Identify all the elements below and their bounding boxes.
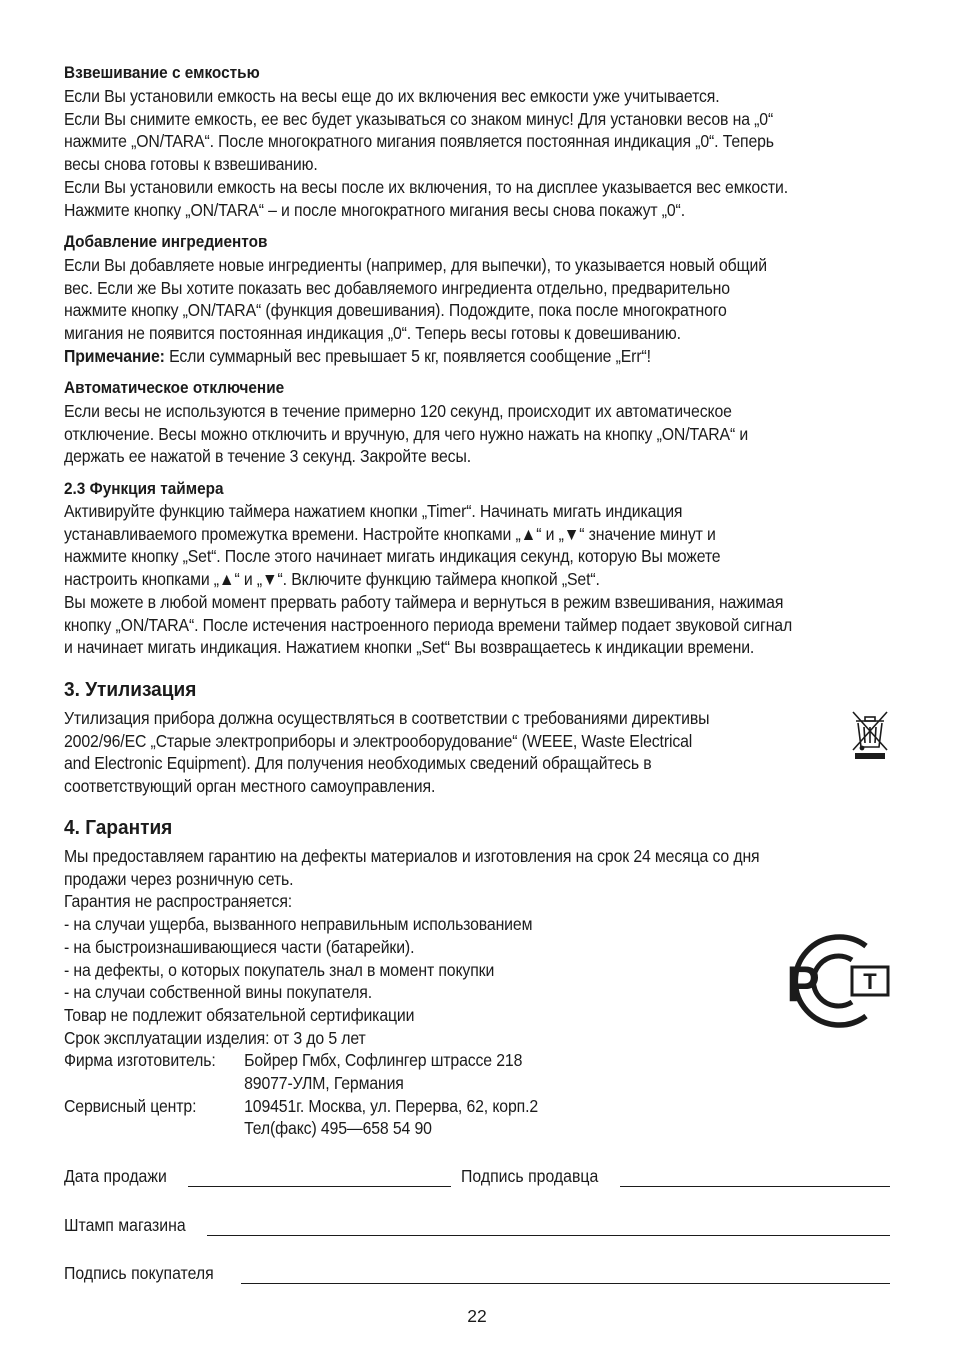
sale-date-label: Дата продажи [64,1166,167,1186]
cert-mark-letter-t: Т [863,969,877,994]
text-line: нажмите „ON/TARA“. После многократного мигания появляется постоянная индикация „0“. Теперь [64,131,774,152]
text-line: Активируйте функцию таймера нажатием кнопки „Timer“. Начинать мигать индикация [64,501,683,521]
service-row [64,1095,760,1118]
sale-date-line [188,1186,451,1187]
text-line: Если Вы снимите емкость, ее вес будет указываться со знаком минус! Для установки весов на „0“ [64,108,774,129]
heading-weighing-container: Взвешивание с емкостью [64,64,260,82]
text-line: отключение. Весы можно отключить и вручную, для чего нужно нажать на кнопку „ON/TARA“ и [64,423,749,444]
buyer-signature-line [241,1283,890,1284]
text-line: настроить кнопками „▲“ и „▼“. Включите функцию таймера кнопкой „Set“. [64,569,600,590]
shop-stamp-label: Штамп магазина [64,1215,186,1235]
heading-auto-off: Автоматическое отключение [64,379,285,397]
service-row-2 [64,1117,760,1140]
text-line: нажмите кнопку „Set“. После этого начинает мигать индикация секунд, которую Вы можете [64,546,721,567]
text-line: Гарантия не распространяется: [64,891,293,912]
sale-signature-row [64,1165,890,1189]
heading-timer: 2.3 Функция таймера [64,480,224,498]
cert-mark-letter-p: Р [786,956,820,1012]
text-line: - на случаи ущерба, вызванного неправильным использованием [64,914,533,935]
heading-disposal: 3. Утилизация [64,678,197,701]
heading-warranty: 4. Гарантия [64,816,173,839]
shop-stamp-line [207,1235,890,1236]
text-line: Если Вы добавляете новые ингредиенты (например, для выпечки), то указывается новый общий [64,255,767,275]
text-line: Мы предоставляем гарантию на дефекты материалов и изготовления на срок 24 месяца со дня [64,846,760,866]
note-text: Если суммарный вес превышает 5 кг, появляется сообщение „Err“! [164,345,651,366]
shop-stamp-row [64,1214,890,1238]
text-line: Срок эксплуатации изделия: от 3 до 5 лет [64,1027,366,1048]
page-number: 22 [467,1306,487,1326]
crossed-out-wheelie-bin-icon [850,708,890,760]
adding-ingredients-text [64,254,767,368]
text-line: мигания не появится постоянная индикация „0“. Теперь весы готовы к довешиванию. [64,323,681,344]
text-line: Нажмите кнопку „ON/TARA“ – и после многократного мигания весы снова покажут „0“. [64,199,685,220]
text-line: Вы можете в любой момент прервать работу таймера и вернуться в режим взвешивания, нажимая [64,591,784,612]
text-line: кнопку „ON/TARA“. После истечения настроенного периода времени таймер подает звуковой сигнал [64,614,793,635]
warranty-text [64,845,760,1140]
buyer-signature-label: Подпись покупателя [64,1263,214,1283]
manufacturer-label: Фирма изготовитель: [64,1050,216,1071]
text-line: продажи через розничную сеть. [64,868,294,889]
text-line: - на случаи собственной вины покупателя. [64,982,372,1003]
manufacturer-row-2 [64,1072,760,1095]
text-line: - на дефекты, о которых покупатель знал в момент покупки [64,959,495,980]
text-line: and Electronic Equipment). Для получения необходимых сведений обращайтесь в [64,753,652,774]
text-line: устанавливаемого промежутка времени. Настройте кнопками „▲“ и „▼“ значение минут и [64,523,716,544]
auto-off-text [64,400,748,468]
seller-signature-label: Подпись продавца [461,1166,599,1186]
text-line: - на быстроизнашивающиеся части (батарейки). [64,936,415,957]
seller-signature-line [620,1186,890,1187]
timer-text [64,500,792,659]
text-line: Утилизация прибора должна осуществляться в соответствии с требованиями директивы [64,708,710,728]
text-line: весы снова готовы к взвешиванию. [64,154,318,175]
text-line: Товар не подлежит обязательной сертификации [64,1004,415,1025]
manufacturer-row [64,1049,760,1072]
rst-certification-mark-icon [768,934,892,1028]
buyer-signature-row [64,1262,890,1286]
text-line: нажмите кнопку „ON/TARA“ (функция довешивания). Подождите, пока после многократного [64,300,727,321]
manufacturer-value: Бойрер Гмбх, Софлингер штрассе 218 [244,1050,523,1071]
text-line: Если Вы установили емкость на весы после их включения, то на дисплее указывается вес емкости. [64,176,788,197]
text-line: соответствующий орган местного самоуправления. [64,776,436,797]
service-phone: Тел(факс) 495—658 54 90 [244,1118,432,1139]
note-label: Примечание: [64,345,165,366]
text-line: вес. Если же Вы хотите показать вес добавляемого ингредиента отдельно, предварительно [64,277,730,298]
manufacturer-address: 89077-УЛМ, Германия [244,1073,404,1094]
note-line [64,345,767,368]
disposal-text [64,707,709,798]
text-line: и начинает мигать индикация. Нажатием кнопки „Set“ Вы возвращаетесь к индикации времени. [64,637,755,658]
text-line: Если весы не используются в течение примерно 120 секунд, происходит их автоматическое [64,401,732,421]
text-line: Если Вы установили емкость на весы еще до их включения вес емкости уже учитывается. [64,86,720,106]
weighing-container-text [64,85,788,221]
service-label: Сервисный центр: [64,1095,197,1116]
service-address: 109451г. Москва, ул. Перерва, 62, корп.2 [244,1095,539,1116]
text-line: 2002/96/EC „Старые электроприборы и электрооборудование“ (WEEE, Waste Electrical [64,730,693,751]
heading-adding-ingredients: Добавление ингредиентов [64,233,268,251]
text-line: держать ее нажатой в течение 3 секунд. Закройте весы. [64,446,471,467]
